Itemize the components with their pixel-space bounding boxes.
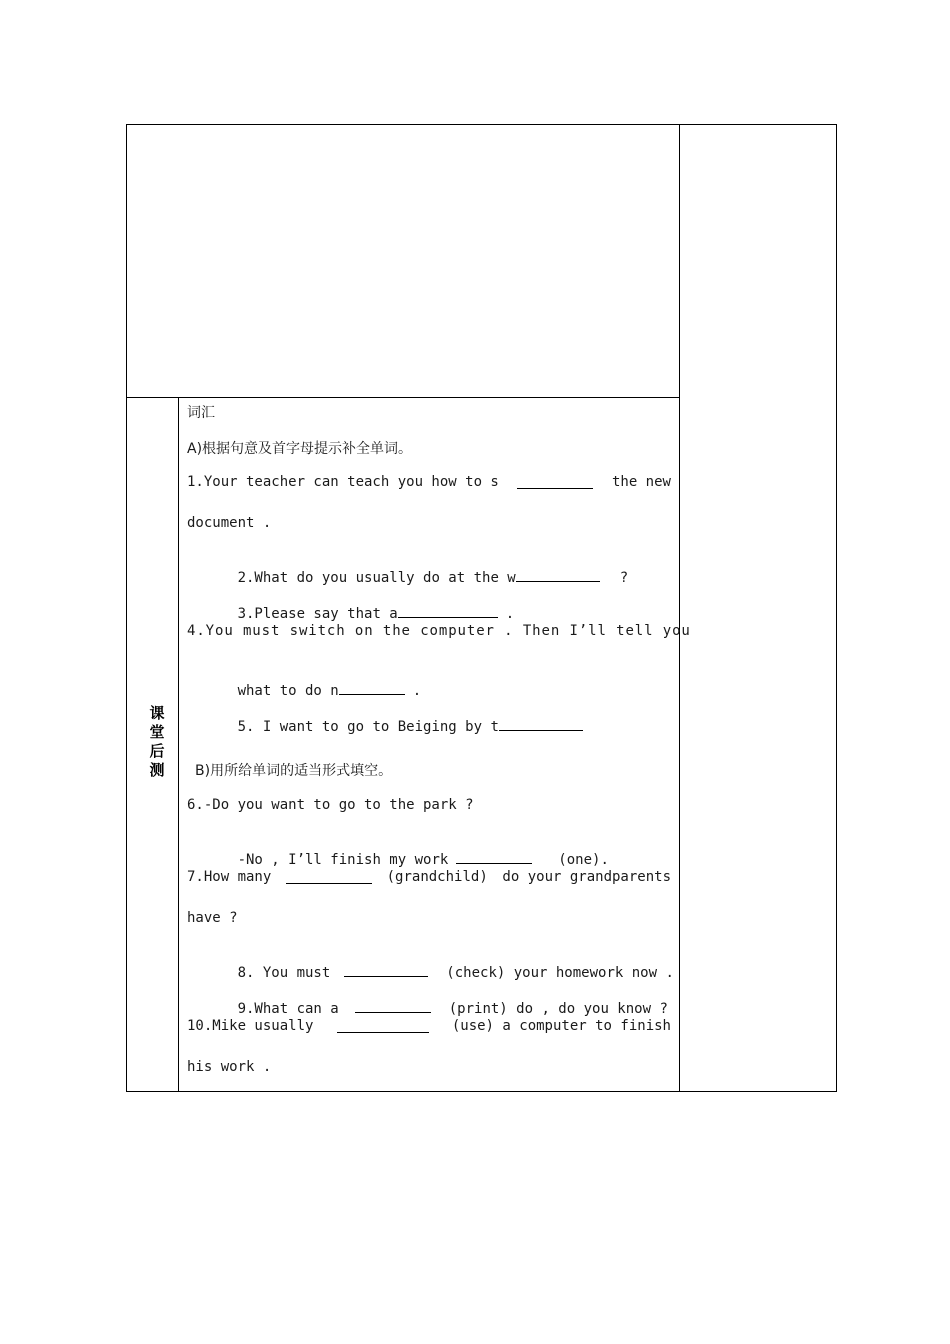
question-1-text: 1.Your teacher can teach you how to s	[187, 474, 499, 490]
question-3-mark: .	[505, 606, 515, 622]
question-5	[187, 700, 583, 751]
question-4-line-1: 4.You must switch on the computer . Then I’ll tell you	[187, 623, 691, 639]
side-label-char: 测	[149, 761, 165, 779]
side-label-char: 堂	[149, 723, 165, 741]
question-7-line-2: have ?	[187, 910, 238, 926]
question-7-hint: (grandchild)	[386, 869, 488, 885]
question-6-line-1: 6.-Do you want to go to the park ?	[187, 797, 474, 813]
question-6-hint: (one).	[558, 852, 609, 868]
answer-blank-7[interactable]	[286, 869, 372, 884]
question-8-text: 8. You must	[237, 965, 331, 981]
part-b-instruction: B)用所给单词的适当形式填空。	[195, 763, 393, 779]
question-10-line-2: his work .	[187, 1059, 272, 1075]
section-title: 词汇	[187, 405, 215, 421]
question-2-mark: ?	[619, 570, 629, 586]
answer-blank-5[interactable]	[499, 716, 583, 731]
side-label-char: 后	[149, 742, 165, 760]
side-label-after-class-test	[147, 704, 167, 780]
answer-blank-8[interactable]	[344, 962, 428, 977]
question-6-text: -No , I’ll finish my work	[237, 852, 449, 868]
question-5-text: 5. I want to go to Beiging by t	[237, 719, 499, 735]
table-divider-right	[679, 124, 680, 1092]
question-7-text-end: do your grandparents	[502, 869, 671, 885]
answer-blank-1[interactable]	[517, 474, 593, 489]
question-1-line-2: document .	[187, 515, 272, 531]
question-1-text-end: the new	[611, 474, 671, 490]
answer-blank-3[interactable]	[398, 603, 498, 618]
question-10-line-1	[187, 1018, 671, 1034]
question-10-hint: (use) a computer to finish	[451, 1018, 671, 1034]
question-8-hint: (check) your homework now .	[446, 965, 674, 981]
question-7-text: 7.How many	[187, 869, 272, 885]
answer-blank-2[interactable]	[516, 567, 600, 582]
side-label-char: 课	[149, 704, 165, 722]
part-a-instruction: A)根据句意及首字母提示补全单词。	[187, 441, 413, 457]
question-1-line-1	[187, 474, 671, 490]
answer-blank-9[interactable]	[355, 998, 431, 1013]
question-4-text: what to do n	[237, 683, 339, 699]
answer-blank-6[interactable]	[456, 849, 532, 864]
question-9-hint: (print) do , do you know ?	[448, 1001, 668, 1017]
question-10-text: 10.Mike usually	[187, 1018, 314, 1034]
question-7-line-1	[187, 869, 671, 885]
answer-blank-10[interactable]	[337, 1018, 429, 1033]
table-divider-row	[126, 397, 680, 398]
table-divider-left	[178, 397, 179, 1092]
answer-blank-4[interactable]	[339, 680, 405, 695]
question-2-text: 2.What do you usually do at the w	[237, 570, 516, 586]
question-3-text: 3.Please say that a	[237, 606, 398, 622]
question-4-mark: .	[412, 683, 422, 699]
question-9-text: 9.What can a	[237, 1001, 339, 1017]
